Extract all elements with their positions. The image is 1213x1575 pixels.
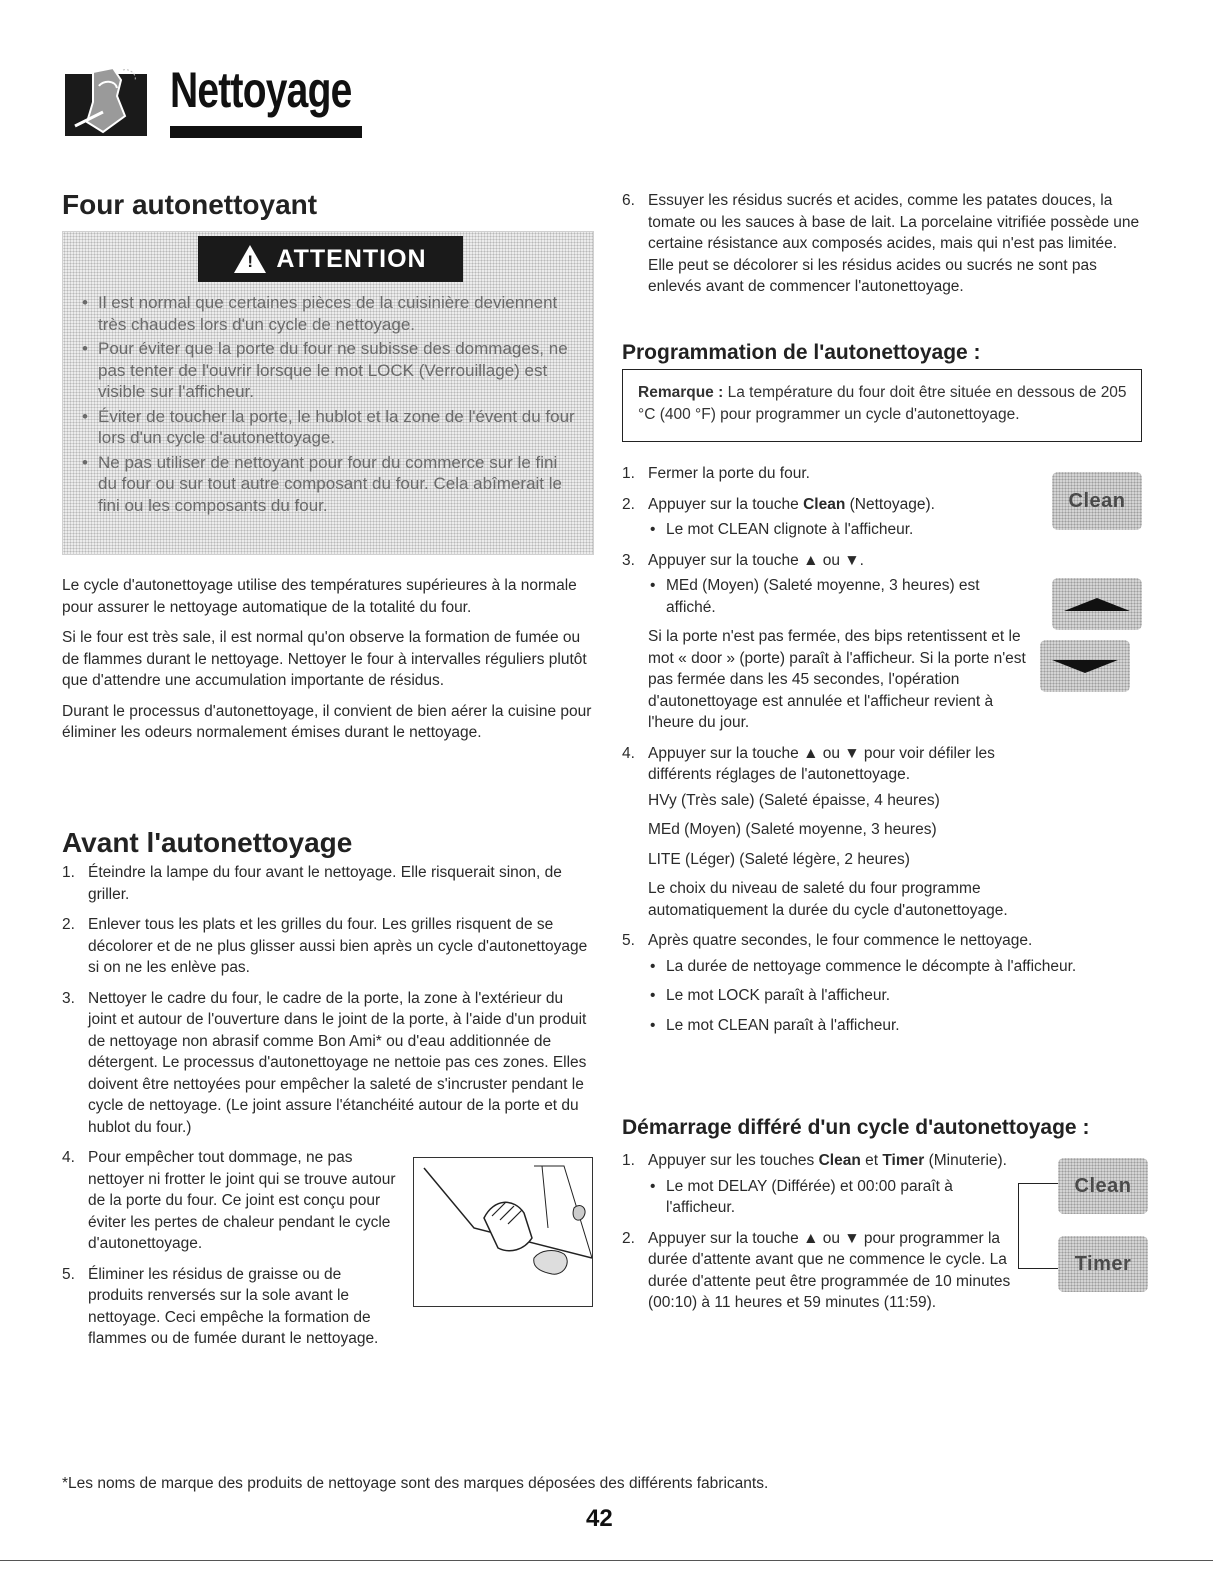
- clean-key[interactable]: Clean: [1052, 472, 1142, 530]
- remark-text: La température du four doit être située en dessous de 205 °C (400 °F) pour programmer un cycle d'autonettoyage.: [638, 384, 1127, 423]
- section-title-demarrage-differe: Démarrage différé d'un cycle d'autonettoyage :: [622, 1116, 1090, 1139]
- list-item: 2. Appuyer sur la touche ▲ ou ▼ pour programmer la durée d'attente avant que ne commence le cycle. La durée d'attente peut être programmée de 10 minutes (00:10) à 11 heures et 59 minutes (11:59).: [622, 1229, 1011, 1311]
- page-number: 42: [586, 1505, 613, 1532]
- programmation-list: [622, 463, 1077, 1045]
- list-item: 1. Appuyer sur les touches Clean et Timer (Minuterie). • Le mot DELAY (Différée) et 00:00 paraît à l'afficheur.: [622, 1150, 1042, 1219]
- list-item: 1. Fermer la porte du four.: [622, 465, 810, 482]
- remark-label: Remarque :: [638, 384, 724, 401]
- list-item: 6. Essuyer les résidus sucrés et acides, comme les patates douces, la tomate ou les sauces à base de lait. La porcelaine vitrifiée possède une certaine résistance aux composés acides, mais qui n'est pas limitée. Elle peut se décolorer si les résidus acides ou sucrés ne sont pas enlevés avant de commencer l'autonettoyage.: [622, 192, 1140, 295]
- hand-wiping-icon: [414, 1158, 592, 1306]
- delay-list: [622, 1150, 1042, 1323]
- list-item: • Le mot CLEAN paraît à l'afficheur.: [648, 1015, 1168, 1037]
- warning-item: • Pour éviter que la porte du four ne subisse des dommages, ne pas tenter de l'ouvrir lorsque le mot LOCK (Verrouillage) est visible sur l'afficheur.: [80, 338, 580, 403]
- warning-item: • Ne pas utiliser de nettoyant pour four du commerce sur le fini du four ou sur tout autre composant du four. Cela abîmerait le fini ou les composants du four.: [80, 452, 580, 517]
- intro-text: [62, 575, 592, 753]
- up-arrow-key[interactable]: [1052, 578, 1142, 630]
- item-6-list: [622, 190, 1142, 307]
- section-title-programmation: Programmation de l'autonettoyage :: [622, 341, 981, 364]
- warning-item: • Il est normal que certaines pièces de la cuisinière deviennent très chaudes lors d'un cycle de nettoyage.: [80, 292, 580, 335]
- warning-banner-label: ATTENTION: [276, 244, 427, 273]
- warning-item: • Éviter de toucher la porte, le hublot et la zone de l'évent du four lors d'un cycle d'autonettoyage.: [80, 406, 580, 449]
- intro-paragraph: Si le four est très sale, il est normal qu'on observe la formation de fumée ou de flammes durant le nettoyage. Nettoyer le four à intervalles réguliers plutôt que d'attendre une accumulation importante de résidus.: [62, 629, 587, 689]
- timer-key[interactable]: Timer: [1058, 1236, 1148, 1292]
- list-item: • Le mot CLEAN clignote à l'afficheur.: [648, 519, 1032, 541]
- list-item: • Le mot DELAY (Différée) et 00:00 paraît à l'afficheur.: [648, 1176, 966, 1219]
- title-underline: [170, 126, 362, 138]
- level-line: LITE (Léger) (Saleté légère, 2 heures): [648, 850, 910, 868]
- cleaning-hand-icon: [63, 66, 155, 138]
- down-arrow-key[interactable]: [1040, 640, 1130, 692]
- list-item: • La durée de nettoyage commence le décompte à l'afficheur.: [648, 956, 1168, 978]
- list-item: 3. Appuyer sur la touche ▲ ou ▼. • MEd (Moyen) (Saleté moyenne, 3 heures) est affiché. Si la porte n'est pas fermée, des bips retentissent et le mot « door » (porte) paraît à l'afficheur. Si la porte n'est pas fermée dans les 45 secondes, l'opération d'autonettoyage est annulée et l'afficheur revient à l'heure du jour.: [622, 550, 1032, 734]
- clean-key[interactable]: Clean: [1058, 1158, 1148, 1214]
- list-item: • MEd (Moyen) (Saleté moyenne, 3 heures) est affiché.: [648, 575, 1032, 618]
- door-note: Si la porte n'est pas fermée, des bips retentissent et le mot « door » (porte) paraît à l'afficheur. Si la porte n'est pas fermée dans les 45 secondes, l'opération d'autonettoyage est annulée et l'afficheur revient à l'heure du jour.: [648, 628, 1026, 731]
- level-line: MEd (Moyen) (Saleté moyenne, 3 heures): [648, 821, 937, 838]
- warning-list: [80, 292, 580, 519]
- list-item: • Le mot LOCK paraît à l'afficheur.: [648, 985, 1168, 1007]
- list-item: 5. Après quatre secondes, le four commence le nettoyage. • La durée de nettoyage commence le décompte à l'afficheur. • Le mot LOCK paraît à l'afficheur. • Le mot CLEAN paraît à l'afficheur.: [622, 930, 1168, 1036]
- arrow-down-icon: [1052, 660, 1118, 673]
- warning-banner: [198, 236, 463, 282]
- list-item: 5. Éliminer les résidus de graisse ou de produits renversés sur la sole avant le nettoyage. Ceci empêche la formation de flammes ou de fumée durant le nettoyage.: [62, 1265, 379, 1347]
- intro-paragraph: Durant le processus d'autonettoyage, il convient de bien aérer la cuisine pour éliminer les odeurs normalement émises durant le nettoyage.: [62, 702, 592, 741]
- intro-paragraph: Le cycle d'autonettoyage utilise des températures supérieures à la normale pour assurer le nettoyage automatique de la totalité du four.: [62, 577, 577, 616]
- level-line: HVy (Très sale) (Saleté épaisse, 4 heures): [648, 791, 940, 809]
- page-title: Nettoyage: [170, 62, 352, 118]
- remark-box: [622, 369, 1142, 442]
- section-title-four-autonettoyant: Four autonettoyant: [62, 189, 318, 220]
- bottom-rule: [0, 1560, 1213, 1561]
- list-item: 4. Pour empêcher tout dommage, ne pas nettoyer ni frotter le joint qui se trouve autour de la porte du four. Ce joint est conçu pour éviter les pertes de chaleur pendant le cycle d'autonettoyage.: [62, 1149, 396, 1252]
- door-gasket-illustration: [413, 1157, 593, 1307]
- section-title-avant: Avant l'autonettoyage: [62, 827, 353, 858]
- level-note: Le choix du niveau de saleté du four programme automatiquement la durée du cycle d'autonettoyage.: [648, 880, 1008, 919]
- list-item: 2. Appuyer sur la touche Clean (Nettoyage). • Le mot CLEAN clignote à l'afficheur.: [622, 494, 1032, 541]
- footnote: *Les noms de marque des produits de nettoyage sont des marques déposées des différents fabricants.: [62, 1475, 769, 1492]
- list-item: 2. Enlever tous les plats et les grilles du four. Les grilles risquent de se décolorer et de ne plus glisser aussi bien après un cycle d'autonettoyage si on ne les enlève pas.: [62, 916, 588, 976]
- key-connector-vertical: [1018, 1183, 1019, 1268]
- list-item: 1. Éteindre la lampe du four avant le nettoyage. Elle risquerait sinon, de griller.: [62, 864, 562, 903]
- list-item: 3. Nettoyer le cadre du four, le cadre de la porte, la zone à l'extérieur du joint et autour de l'ouverture dans le joint de la porte, à l'aide d'un produit de nettoyage non abrasif comme Bon Ami* ou d'eau additionnée de détergent. Le processus d'autonettoyage ne nettoie pas ces zones. Elles doivent être nettoyées pour empêcher la saleté de s'incruster pendant le cycle de nettoyage. (Le joint assure l'étanchéité autour de la porte et du hublot du four.): [62, 989, 587, 1136]
- arrow-up-icon: [1064, 598, 1130, 611]
- warning-triangle-icon: !: [234, 245, 266, 273]
- list-item: 4. Appuyer sur la touche ▲ ou ▼ pour voir défiler les différents réglages de l'autonettoyage. HVy (Très sale) (Saleté épaisse, 4 heures) MEd (Moyen) (Saleté moyenne, 3 heures) LITE (Léger) (Saleté légère, 2 heures) Le choix du niveau de saleté du four programme automatiquement la durée du cycle d'autonettoyage.: [622, 743, 1032, 922]
